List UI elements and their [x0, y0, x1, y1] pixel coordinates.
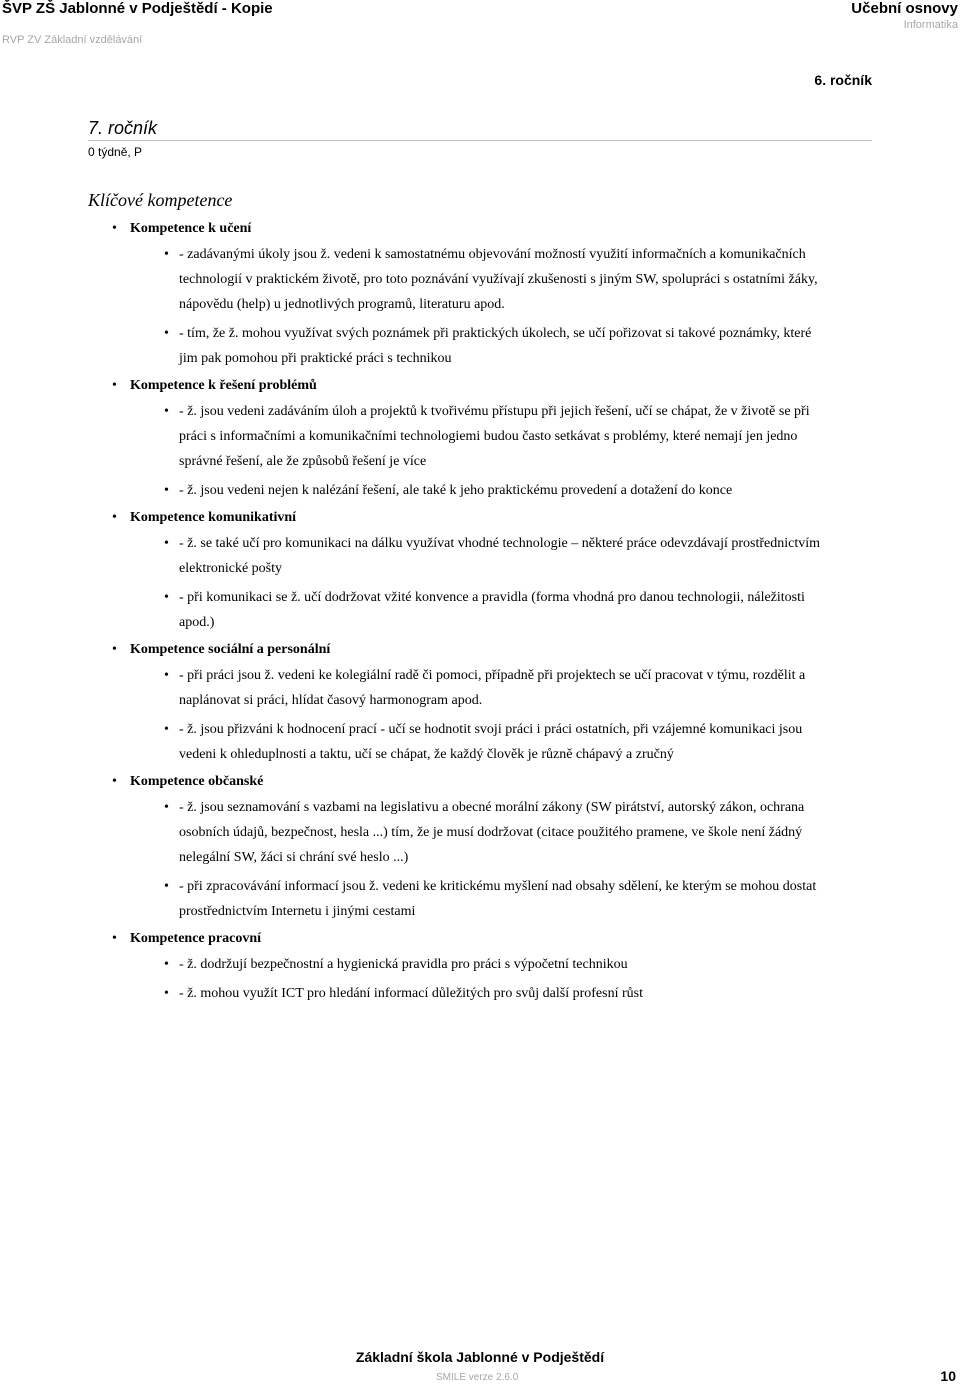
- list-item: [112, 981, 822, 1006]
- header-right: [851, 0, 958, 31]
- list-item: [112, 795, 822, 870]
- list-item-text: - při komunikaci se ž. učí dodržovat vžité konvence a pravidla (forma vhodná pro danou technologii, náležitosti apod.): [179, 590, 805, 630]
- grade-6-heading: 6. ročník: [814, 72, 872, 88]
- list-item: [112, 874, 822, 924]
- list-item: [112, 242, 822, 317]
- competence-items: [112, 399, 822, 503]
- list-item: [112, 663, 822, 713]
- competence-items: [112, 663, 822, 767]
- competence-items: [112, 242, 822, 371]
- competence-title: • Kompetence občanské: [112, 771, 822, 793]
- bullet-icon: •: [164, 986, 169, 1001]
- list-item-text: - tím, že ž. mohou využívat svých poznámek při praktických úkolech, se učí pořizovat si takové poznámky, které jim pak pomohou při praktické práci s technikou: [179, 326, 812, 366]
- subject-name: Informatika: [903, 19, 958, 31]
- list-item: [112, 531, 822, 581]
- list-item-text: - zadávanými úkoly jsou ž. vedeni k samostatnému objevování možností využití informačních a komunikačních technologií v praktickém životě, pro toto poznávání využívají zkušenosti s jiným SW, spolupráci s ostatními žáky, nápovědu (help) u jednotlivých programů, literaturu apod.: [179, 247, 818, 312]
- footer-version: SMILE verze 2.6.0: [436, 1372, 519, 1383]
- bullet-icon: •: [164, 247, 169, 262]
- bullet-icon: •: [164, 536, 169, 551]
- competence-title: • Kompetence komunikativní: [112, 507, 822, 529]
- document-subtitle: RVP ZV Základní vzdělávání: [2, 34, 143, 46]
- section-title: Učební osnovy: [851, 0, 958, 17]
- list-item-text: - ž. se také učí pro komunikaci na dálku využívat vhodné technologie – některé práce odevzdávají prostřednictvím elektronické pošty: [179, 536, 821, 576]
- competence-title: • Kompetence pracovní: [112, 928, 822, 950]
- weekly-hours: 0 týdně, P: [88, 145, 143, 159]
- footer-school: Základní škola Jablonné v Podještědí: [355, 1349, 605, 1365]
- competence-title: • Kompetence k řešení problémů: [112, 375, 822, 397]
- bullet-icon: •: [164, 957, 169, 972]
- bullet-icon: •: [164, 879, 169, 894]
- competence-title: • Kompetence sociální a personální: [112, 639, 822, 661]
- bullet-icon: •: [164, 800, 169, 815]
- bullet-icon: •: [164, 722, 169, 737]
- list-item: [112, 478, 822, 503]
- competence-items: [112, 952, 822, 1006]
- list-item: [112, 952, 822, 977]
- list-item: [112, 585, 822, 635]
- competence-list: [112, 218, 822, 1010]
- bullet-icon: •: [164, 668, 169, 683]
- list-item-text: - ž. mohou využít ICT pro hledání informací důležitých pro svůj další profesní růst: [179, 986, 643, 1001]
- bullet-icon: •: [164, 483, 169, 498]
- competence-items: [112, 531, 822, 635]
- grade-7-heading: 7. ročník: [88, 118, 872, 141]
- document-title: ŠVP ZŠ Jablonné v Podještědí - Kopie: [2, 0, 273, 17]
- bullet-icon: •: [164, 404, 169, 419]
- competence-title: • Kompetence k učení: [112, 218, 822, 240]
- competence-items: [112, 795, 822, 924]
- bullet-icon: •: [164, 326, 169, 341]
- bullet-icon: •: [164, 590, 169, 605]
- list-item-text: - při práci jsou ž. vedeni ke kolegiální radě či pomoci, případně při projektech se učí pracovat v týmu, rozdělit a naplánovat si práci, hlídat časový harmonogram apod.: [179, 668, 806, 708]
- key-competences-title: Klíčové kompetence: [88, 190, 233, 210]
- list-item: [112, 399, 822, 474]
- list-item-text: - ž. jsou vedeni zadáváním úloh a projektů k tvořivému přístupu při jejich řešení, učí se chápat, že v životě se při práci s informačními a komunikačními technologiemi budou často setkávat s problémy, které nemají jen jedno správné řešení, ale že způsobů řešení je více: [179, 404, 810, 469]
- page-number: 10: [940, 1368, 956, 1384]
- list-item-text: - ž. jsou přizváni k hodnocení prací - učí se hodnotit svoji práci i práci ostatních, při vzájemné komunikaci jsou vedeni k ohleduplnosti a taktu, učí se chápat, že každý člověk je různě chápavý a zručný: [179, 722, 803, 762]
- list-item: [112, 717, 822, 767]
- list-item: [112, 321, 822, 371]
- list-item-text: - ž. dodržují bezpečnostní a hygienická pravidla pro práci s výpočetní technikou: [179, 957, 628, 972]
- list-item-text: - při zpracovávání informací jsou ž. vedeni ke kritickému myšlení nad obsahy sdělení, ke kterým se mohou dostat prostřednictvím Internetu i jinými cestami: [179, 879, 817, 919]
- list-item-text: - ž. jsou vedeni nejen k nalézání řešení, ale také k jeho praktickému provedení a dotažení do konce: [179, 483, 733, 498]
- list-item-text: - ž. jsou seznamování s vazbami na legislativu a obecné morální zákony (SW pirátství, autorský zákon, ochrana osobních údajů, bezpečnost, hesla ...) tím, že je musí dodržovat (citace použitého pramene, ve škole není žádný nelegální SW, žáci si chrání své heslo ...): [179, 800, 805, 865]
